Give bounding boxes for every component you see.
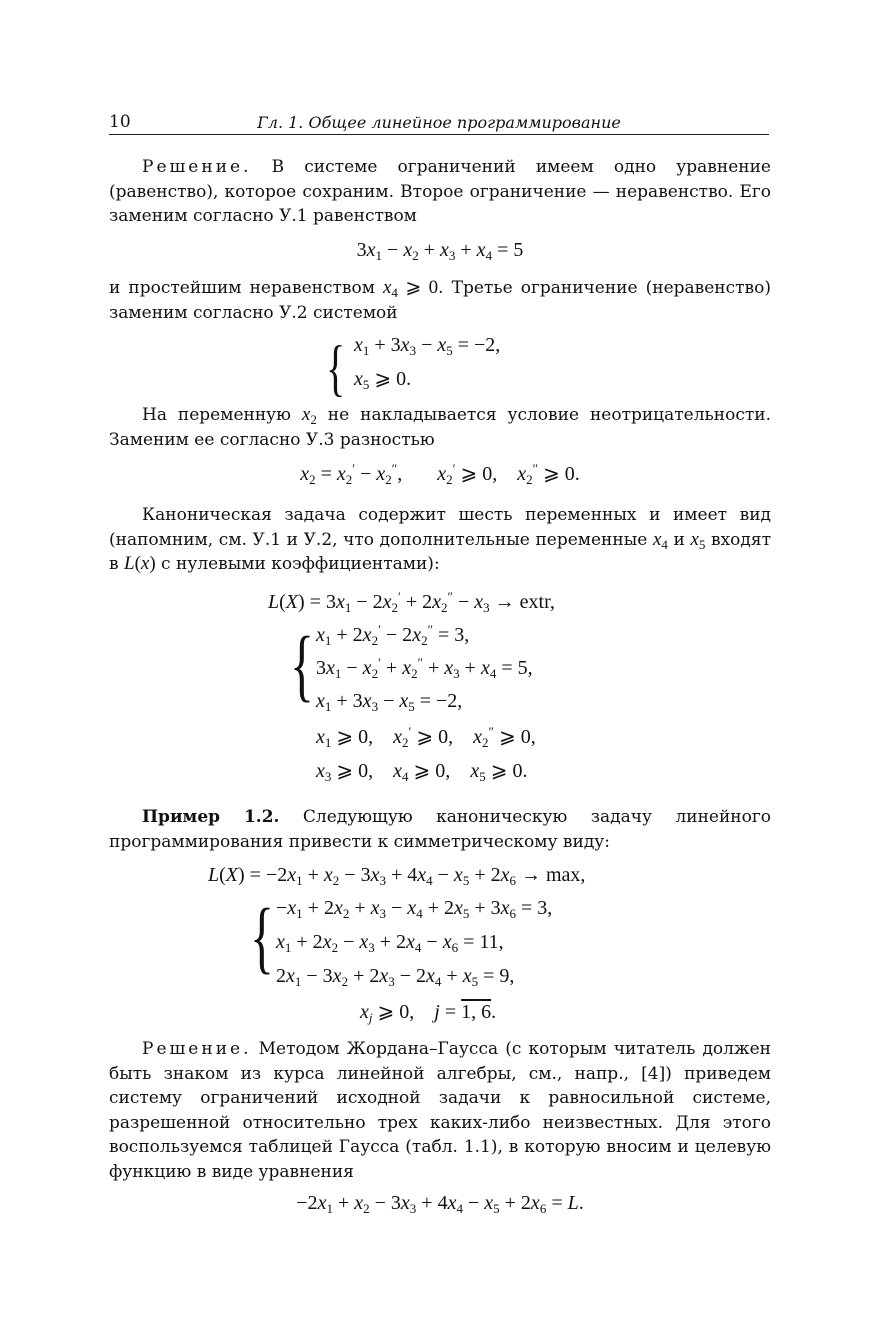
solution-label: Решение. bbox=[142, 1039, 252, 1059]
system-2-row-2: $3x_1 - x_2' + x_2'' + x_3 + x_4 = 5$, bbox=[316, 655, 533, 681]
left-brace: { bbox=[250, 891, 274, 982]
system-1-row-1: $x_1 + 3x_3 - x_5 = -2$, bbox=[354, 334, 501, 358]
running-header bbox=[109, 112, 769, 135]
system-2-row-1: $x_1 + 2x_2' - 2x_2'' = 3$, bbox=[316, 622, 470, 648]
objective-1: $L(X) = 3x_1 - 2x_2' + 2x_2'' - x_3$ → extr, bbox=[268, 589, 555, 615]
solution-paragraph-1 bbox=[109, 155, 771, 229]
system-3-row-3: $2x_1 - 3x_2 + 2x_3 - 2x_4 + x_5 = 9$, bbox=[276, 965, 515, 989]
running-title: Гл. 1. Общее линейное программирование bbox=[257, 113, 621, 132]
system-3-row-2: $x_1 + 2x_2 - x_3 + 2x_4 - x_6 = 11$, bbox=[276, 931, 504, 955]
example-paragraph: Пример 1.2. Следующую каноническую задачу линейного программирования привести к симметрическому виду: bbox=[109, 807, 771, 852]
system-3-row-1: $-x_1 + 2x_2 + x_3 - x_4 + 2x_5 + 3x_6 = 3$, bbox=[276, 897, 553, 921]
solution-label: Решение. bbox=[142, 157, 252, 177]
nonnegativity-2: $x_3$ ⩾ 0, $x_4$ ⩾ 0, $x_5$ ⩾ 0. bbox=[316, 760, 528, 784]
paragraph-3: На переменную $x_2$ не накладывается условие неотрицательности. Заменим ее согласно У.3 разностью bbox=[109, 404, 771, 450]
solution-paragraph-2: Решение. Методом Жордана–Гаусса (с которым читатель должен быть знаком из курса линейной алгебры, см., напр., [4]) приведем систему ограничений исходной задачи к равносильной системе, разрешенной относительно трех каких-либо неизвестных. Для этого воспользуемся таблицей Гаусса (табл. 1.1), в которую вносим и целевую функцию в виде уравнения bbox=[109, 1039, 771, 1182]
solution-text: В системе ограничений имеем одно уравнение (равенство), которое сохраним. Второе ограничение — неравенство. Его заменим согласно У.1 равенством bbox=[109, 157, 771, 226]
left-brace: { bbox=[326, 332, 346, 403]
equation-2: $x_2 = x_2' - x_2''$, $x_2'$ ⩾ 0, $x_2''$ ⩾ 0. bbox=[300, 461, 580, 487]
system-2-row-3: $x_1 + 3x_3 - x_5 = -2$, bbox=[316, 690, 463, 714]
left-brace: { bbox=[290, 619, 314, 710]
paragraph-2: и простейшим неравенством $x_4$ ⩾ 0. Третье ограничение (неравенство) заменим согласно У.2 системой bbox=[109, 277, 771, 323]
equation-3: $-2x_1 + x_2 - 3x_3 + 4x_4 - x_5 + 2x_6 = L$. bbox=[296, 1192, 584, 1216]
equation-1: $3x_1 - x_2 + x_3 + x_4 = 5$ bbox=[356, 239, 524, 263]
nonnegativity-3: $x_j$ ⩾ 0, j = 1, 6. bbox=[360, 1001, 497, 1025]
nonnegativity-1: $x_1$ ⩾ 0, $x_2'$ ⩾ 0, $x_2''$ ⩾ 0, bbox=[316, 724, 536, 750]
paragraph-4: Каноническая задача содержит шесть переменных и имеет вид (напомним, см. У.1 и У.2, что дополнительные переменные $x_4$ и $x_5$ входят в L(x) с нулевыми коэффициентами): bbox=[109, 505, 771, 574]
example-label: Пример 1.2. bbox=[142, 807, 280, 827]
system-1-row-2: $x_5$ ⩾ 0. bbox=[354, 368, 412, 392]
page-number: 10 bbox=[109, 112, 131, 132]
objective-2: $L(X) = -2x_1 + x_2 - 3x_3 + 4x_4 - x_5 + 2x_6 \to \max$, bbox=[208, 864, 586, 888]
